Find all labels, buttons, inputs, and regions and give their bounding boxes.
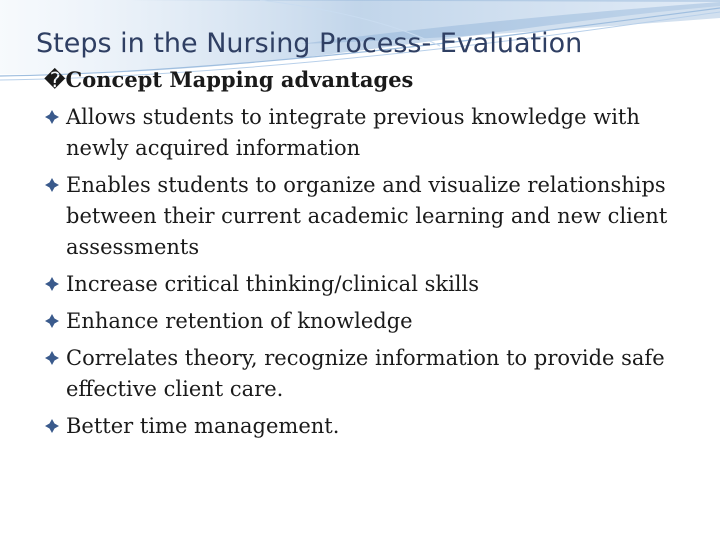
section-heading-text: Concept Mapping advantages: [65, 67, 414, 92]
diamond-bullet-icon: [44, 418, 60, 434]
diamond-bullet-icon: [44, 177, 60, 193]
diamond-bullet-icon: [44, 109, 60, 125]
section-heading: [44, 66, 694, 94]
slide-title: Steps in the Nursing Process- Evaluation: [36, 28, 583, 59]
bullet-text: Correlates theory, recognize information to provide safe effective client care.: [66, 346, 665, 401]
diamond-bullet-icon: [44, 350, 60, 366]
list-item: [44, 102, 694, 164]
bullet-text: Increase critical thinking/clinical skills: [66, 272, 480, 296]
heading-missing-glyph: �: [44, 68, 66, 92]
bullet-text: Enables students to organize and visualize relationships between their current academic learning and new client assessments: [66, 173, 668, 259]
list-item: [44, 343, 694, 405]
bullet-list: [44, 102, 694, 442]
list-item: [44, 170, 694, 263]
slide-body: [44, 66, 694, 448]
diamond-bullet-icon: [44, 276, 60, 292]
bullet-text: Allows students to integrate previous knowledge with newly acquired information: [66, 105, 640, 160]
bullet-text: Better time management.: [66, 414, 340, 438]
bullet-text: Enhance retention of knowledge: [66, 309, 413, 333]
list-item: [44, 411, 694, 442]
list-item: [44, 269, 694, 300]
diamond-bullet-icon: [44, 313, 60, 329]
list-item: [44, 306, 694, 337]
